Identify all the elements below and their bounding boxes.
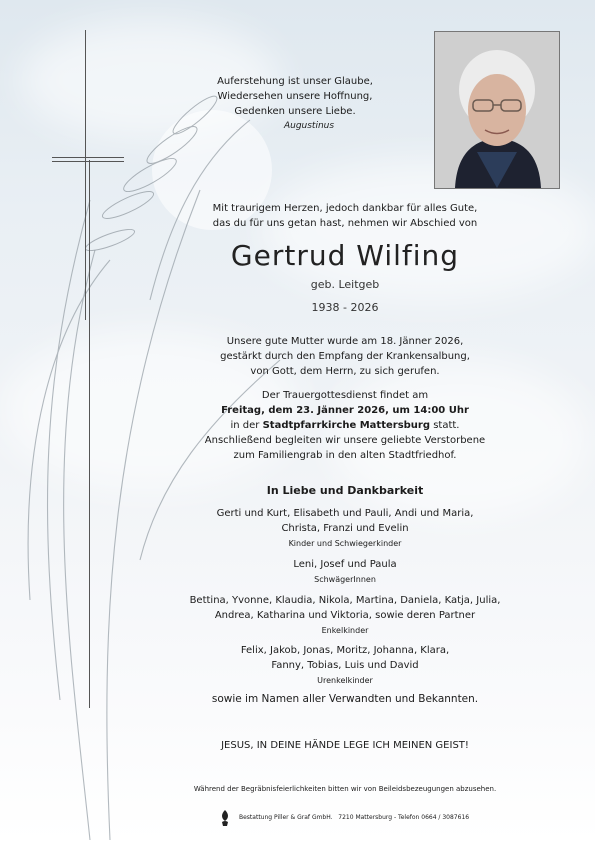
family-names: Andrea, Katharina und Viktoria, sowie deren Partner xyxy=(214,610,476,621)
footer xyxy=(218,809,538,827)
intro-line: Mit traurigem Herzen, jedoch dankbar für alles Gute, xyxy=(212,203,478,214)
cross-vertical-line xyxy=(85,30,86,320)
family-heading: In Liebe und Dankbarkeit xyxy=(266,484,424,497)
family-role: Urenkelkinder xyxy=(317,676,373,685)
verse-line: Wiedersehen unsere Hoffnung, xyxy=(217,91,373,102)
service-place: Stadtpfarrkirche Mattersburg xyxy=(262,420,431,431)
family-names: Felix, Jakob, Jonas, Moritz, Johanna, Klara, xyxy=(240,645,450,656)
verse-line: Auferstehung ist unser Glaube, xyxy=(217,76,373,87)
service-place-line xyxy=(120,418,570,433)
service-datetime: Freitag, dem 23. Jänner 2026, um 14:00 Uhr xyxy=(221,405,469,416)
family-role: Kinder und Schwiegerkinder xyxy=(288,539,402,548)
service-place-suffix: statt. xyxy=(430,420,460,431)
life-years: 1938 - 2026 xyxy=(311,301,379,314)
death-notice-line: gestärkt durch den Empfang der Krankensalbung, xyxy=(220,351,470,362)
portrait-illustration xyxy=(435,32,559,188)
family-group xyxy=(120,643,570,688)
portrait-photo xyxy=(434,31,560,189)
family-names: Gerti und Kurt, Elisabeth und Pauli, Andi und Maria, xyxy=(216,508,474,519)
cross-horizontal-line xyxy=(52,161,124,162)
family-role: SchwägerInnen xyxy=(314,575,376,584)
service-block xyxy=(120,388,570,463)
family-names: Fanny, Tobias, Luis und David xyxy=(271,660,419,671)
cross-horizontal-line xyxy=(52,157,124,158)
service-line: Anschließend begleiten wir unsere geliebte Verstorbene xyxy=(204,435,486,446)
service-line: zum Familiengrab in den alten Stadtfriedhof. xyxy=(233,450,457,461)
intro-block xyxy=(120,201,570,231)
intro-line: das du für uns getan hast, nehmen wir Abschied von xyxy=(212,218,478,229)
family-names: Christa, Franzi und Evelin xyxy=(281,523,409,534)
verse-author: Augustinus xyxy=(283,121,335,131)
birth-name: geb. Leitgeb xyxy=(310,278,380,291)
death-notice-line: Unsere gute Mutter wurde am 18. Jänner 2026, xyxy=(226,336,464,347)
family-closing: sowie im Namen aller Verwandten und Bekannten. xyxy=(211,693,479,705)
family-names: Bettina, Yvonne, Klaudia, Nikola, Martina, Daniela, Katja, Julia, xyxy=(189,595,501,606)
death-notice-block xyxy=(120,334,570,379)
verse-line: Gedenken unsere Liebe. xyxy=(234,106,356,117)
family-role: Enkelkinder xyxy=(321,626,369,635)
service-place-prefix: in der xyxy=(230,420,263,431)
funeral-home-logo-icon xyxy=(218,809,232,827)
family-names: Leni, Josef und Paula xyxy=(293,559,397,570)
family-group xyxy=(120,557,570,587)
death-notice-line: von Gott, dem Herrn, zu sich gerufen. xyxy=(250,366,440,377)
condolence-request: Während der Begräbnisfeierlichkeiten bitten wir von Beileidsbezeugungen abzusehen. xyxy=(193,785,497,793)
motto: JESUS, IN DEINE HÄNDE LEGE ICH MEINEN GEIST! xyxy=(221,740,469,751)
service-line: Der Trauergottesdienst findet am xyxy=(261,390,429,401)
cross-vertical-line xyxy=(89,160,90,708)
deceased-name: Gertrud Wilfing xyxy=(230,239,460,272)
family-group xyxy=(120,593,570,638)
verse-block xyxy=(170,74,420,134)
footer-text: Bestattung Piller & Graf GmbH. 7210 Mattersburg - Telefon 0664 / 3087616 xyxy=(239,814,470,821)
family-group xyxy=(120,506,570,551)
